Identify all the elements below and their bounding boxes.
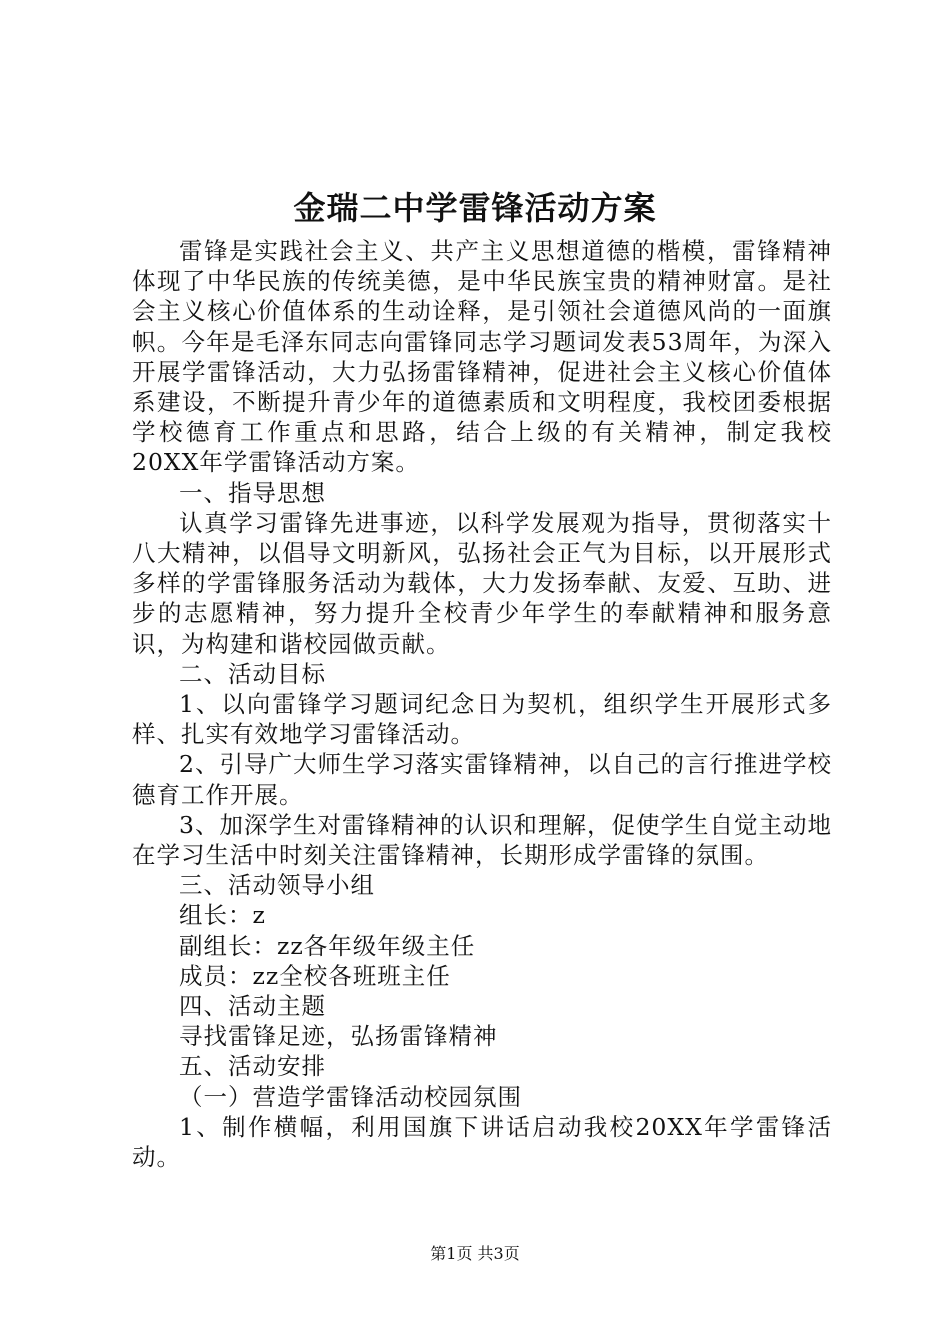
heading-guiding-thought: 一、指导思想 bbox=[179, 478, 326, 507]
paragraph-guiding-thought: 认真学习雷锋先进事迹，以科学发展观为指导，贯彻落实十八大精神，以倡导文明新风，弘扬社会正气为目标，以开展形式多样的学雷锋服务活动为载体，大力发扬奉献、友爱、互助、进步的志愿精神，努力提升全校青少年学生的奉献精神和服务意识，为构建和谐校园做贡献。 bbox=[132, 508, 832, 658]
paragraph-theme: 寻找雷锋足迹，弘扬雷锋精神 bbox=[179, 1022, 498, 1051]
heading-leadership-group: 三、活动领导小组 bbox=[179, 871, 375, 900]
subheading-campus-atmosphere: （一）营造学雷锋活动校园氛围 bbox=[179, 1082, 522, 1111]
document-title: 金瑞二中学雷锋活动方案 bbox=[293, 189, 657, 227]
paragraph-arrangement-1: 1、制作横幅，利用国旗下讲话启动我校20XX年学雷锋活动。 bbox=[132, 1112, 832, 1172]
heading-activity-goals: 二、活动目标 bbox=[179, 659, 326, 688]
paragraph-intro: 雷锋是实践社会主义、共产主义思想道德的楷模，雷锋精神体现了中华民族的传统美德，是中华民族宝贵的精神财富。是社会主义核心价值体系的生动诠释，是引领社会道德风尚的一面旗帜。今年是毛泽东同志向雷锋同志学习题词发表53周年，为深入开展学雷锋活动，大力弘扬雷锋精神，促进社会主义核心价值体系建设，不断提升青少年的道德素质和文明程度，我校团委根据学校德育工作重点和思路，结合上级的有关精神，制定我校20XX年学雷锋活动方案。 bbox=[132, 237, 832, 477]
paragraph-goal-1: 1、以向雷锋学习题词纪念日为契机，组织学生开展形式多样、扎实有效地学习雷锋活动。 bbox=[132, 690, 832, 749]
paragraph-deputy-leader: 副组长：zz各年级年级主任 bbox=[179, 931, 476, 960]
paragraph-goal-2: 2、引导广大师生学习落实雷锋精神，以自己的言行推进学校德育工作开展。 bbox=[132, 750, 832, 809]
page-number-footer: 第1页 共3页 bbox=[430, 1244, 520, 1263]
paragraph-goal-3: 3、加深学生对雷锋精神的认识和理解，促使学生自觉主动地在学习生活中时刻关注雷锋精神，长期形成学雷锋的氛围。 bbox=[132, 810, 832, 870]
document-body bbox=[132, 236, 832, 1172]
heading-activity-arrangement: 五、活动安排 bbox=[179, 1052, 326, 1081]
heading-activity-theme: 四、活动主题 bbox=[179, 992, 326, 1021]
paragraph-group-leader: 组长：z bbox=[179, 901, 266, 930]
paragraph-members: 成员：zz全校各班班主任 bbox=[179, 961, 451, 990]
